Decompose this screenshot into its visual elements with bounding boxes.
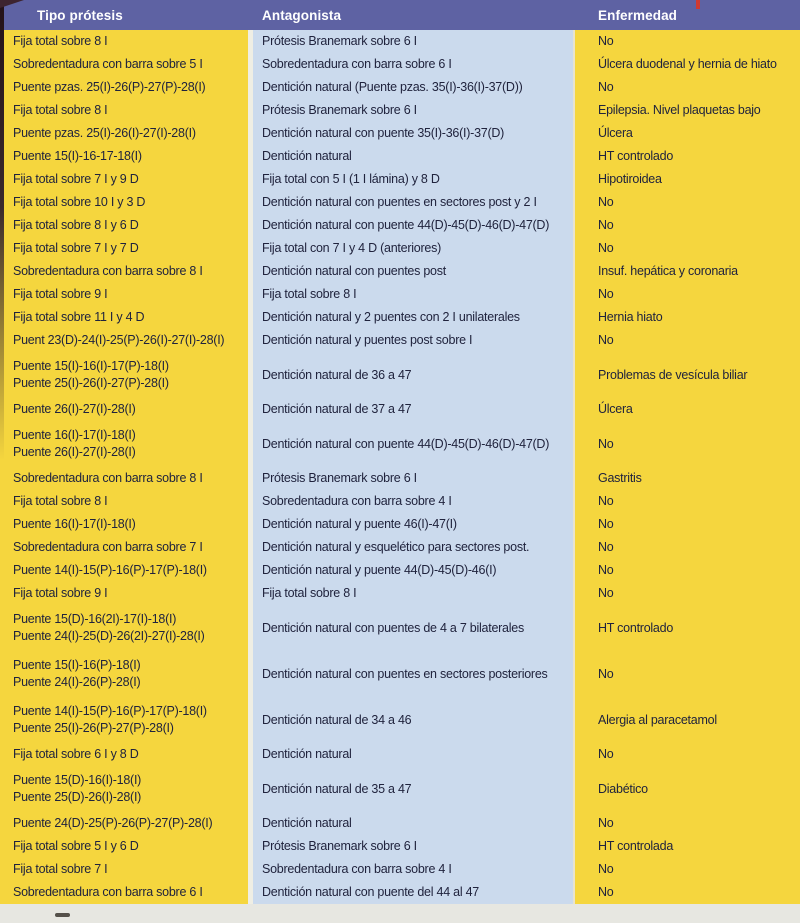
enfermedad-cell: HT controlado xyxy=(575,605,800,651)
header-cell-antagonista: Antagonista xyxy=(262,7,342,23)
table-row xyxy=(0,191,800,214)
antagonista-cell: Dentición natural y esquelético para sectores post. xyxy=(253,536,573,559)
table-row xyxy=(0,536,800,559)
antagonista-cell: Fija total con 7 I y 4 D (anteriores) xyxy=(253,237,573,260)
protesis-cell: Sobredentadura con barra sobre 5 I xyxy=(0,53,248,76)
table-row xyxy=(0,214,800,237)
enfermedad-cell: No xyxy=(575,237,800,260)
enfermedad-cell: No xyxy=(575,536,800,559)
antagonista-cell: Prótesis Branemark sobre 6 I xyxy=(253,99,573,122)
table-row xyxy=(0,260,800,283)
header-cell-tipo-protesis: Tipo prótesis xyxy=(37,7,123,23)
antagonista-cell: Dentición natural con puente 35(I)-36(I)-37(D) xyxy=(253,122,573,145)
antagonista-cell: Dentición natural con puente 44(D)-45(D)-46(D)-47(D) xyxy=(253,214,573,237)
enfermedad-cell: No xyxy=(575,214,800,237)
protesis-cell: Fija total sobre 6 I y 8 D xyxy=(0,743,248,766)
table-row xyxy=(0,329,800,352)
enfermedad-cell: Gastritis xyxy=(575,467,800,490)
protesis-cell: Puente 15(I)-16-17-18(I) xyxy=(0,145,248,168)
protesis-cell: Puent 23(D)-24(I)-25(P)-26(I)-27(I)-28(I) xyxy=(0,329,248,352)
antagonista-cell: Dentición natural con puentes post xyxy=(253,260,573,283)
protesis-cell: Sobredentadura con barra sobre 8 I xyxy=(0,260,248,283)
enfermedad-cell: Alergia al paracetamol xyxy=(575,697,800,743)
protesis-cell: Puente pzas. 25(I)-26(I)-27(I)-28(I) xyxy=(0,122,248,145)
protesis-cell: Puente 15(D)-16(2I)-17(I)-18(I) Puente 24(I)-25(D)-26(2I)-27(I)-28(I) xyxy=(0,605,248,651)
table-row xyxy=(0,53,800,76)
scan-red-mark xyxy=(696,0,700,9)
enfermedad-cell: Insuf. hepática y coronaria xyxy=(575,260,800,283)
protesis-cell: Fija total sobre 5 I y 6 D xyxy=(0,835,248,858)
enfermedad-cell: HT controlado xyxy=(575,145,800,168)
table-row xyxy=(0,766,800,812)
protesis-cell: Fija total sobre 7 I y 9 D xyxy=(0,168,248,191)
table-row xyxy=(0,398,800,421)
enfermedad-cell: No xyxy=(575,743,800,766)
enfermedad-cell: Hernia hiato xyxy=(575,306,800,329)
table-body xyxy=(0,30,800,904)
antagonista-cell: Dentición natural con puentes en sectores post y 2 I xyxy=(253,191,573,214)
table-row xyxy=(0,651,800,697)
enfermedad-cell: Diabético xyxy=(575,766,800,812)
table-row xyxy=(0,421,800,467)
antagonista-cell: Prótesis Branemark sobre 6 I xyxy=(253,467,573,490)
antagonista-cell: Dentición natural de 34 a 46 xyxy=(253,697,573,743)
antagonista-cell: Dentición natural xyxy=(253,812,573,835)
protesis-cell: Fija total sobre 9 I xyxy=(0,283,248,306)
table-row xyxy=(0,835,800,858)
table-row xyxy=(0,168,800,191)
antagonista-cell: Fija total sobre 8 I xyxy=(253,582,573,605)
protesis-cell: Puente 15(I)-16(P)-18(I) Puente 24(I)-26(P)-28(I) xyxy=(0,651,248,697)
table-row xyxy=(0,582,800,605)
table-row xyxy=(0,513,800,536)
protesis-cell: Sobredentadura con barra sobre 7 I xyxy=(0,536,248,559)
antagonista-cell: Fija total con 5 I (1 I lámina) y 8 D xyxy=(253,168,573,191)
enfermedad-cell: No xyxy=(575,559,800,582)
table-row xyxy=(0,490,800,513)
protesis-cell: Fija total sobre 11 I y 4 D xyxy=(0,306,248,329)
protesis-cell: Puente pzas. 25(I)-26(P)-27(P)-28(I) xyxy=(0,76,248,99)
antagonista-cell: Dentición natural xyxy=(253,743,573,766)
table-row xyxy=(0,743,800,766)
antagonista-cell: Sobredentadura con barra sobre 4 I xyxy=(253,858,573,881)
enfermedad-cell: No xyxy=(575,30,800,53)
header-cell-enfermedad: Enfermedad xyxy=(598,7,678,23)
antagonista-cell: Dentición natural con puente del 44 al 47 xyxy=(253,881,573,904)
table-row xyxy=(0,283,800,306)
protesis-cell: Puente 14(I)-15(P)-16(P)-17(P)-18(I) Puente 25(I)-26(P)-27(P)-28(I) xyxy=(0,697,248,743)
enfermedad-cell: No xyxy=(575,490,800,513)
protesis-cell: Puente 26(I)-27(I)-28(I) xyxy=(0,398,248,421)
protesis-cell: Puente 16(I)-17(I)-18(I) xyxy=(0,513,248,536)
antagonista-cell: Dentición natural xyxy=(253,145,573,168)
protesis-cell: Fija total sobre 7 I y 7 D xyxy=(0,237,248,260)
protesis-cell: Fija total sobre 8 I xyxy=(0,490,248,513)
antagonista-cell: Fija total sobre 8 I xyxy=(253,283,573,306)
antagonista-cell: Dentición natural y puente 46(I)-47(I) xyxy=(253,513,573,536)
antagonista-cell: Dentición natural de 37 a 47 xyxy=(253,398,573,421)
enfermedad-cell: No xyxy=(575,858,800,881)
protesis-cell: Fija total sobre 9 I xyxy=(0,582,248,605)
table-row xyxy=(0,858,800,881)
enfermedad-cell: No xyxy=(575,651,800,697)
protesis-cell: Fija total sobre 8 I y 6 D xyxy=(0,214,248,237)
enfermedad-cell: No xyxy=(575,812,800,835)
protesis-cell: Fija total sobre 10 I y 3 D xyxy=(0,191,248,214)
protesis-cell: Puente 14(I)-15(P)-16(P)-17(P)-18(I) xyxy=(0,559,248,582)
antagonista-cell: Dentición natural con puentes en sectores posteriores xyxy=(253,651,573,697)
antagonista-cell: Sobredentadura con barra sobre 4 I xyxy=(253,490,573,513)
enfermedad-cell: No xyxy=(575,582,800,605)
table-row xyxy=(0,605,800,651)
table-header xyxy=(0,0,800,30)
protesis-cell: Puente 15(I)-16(I)-17(P)-18(I) Puente 25(I)-26(I)-27(P)-28(I) xyxy=(0,352,248,398)
antagonista-cell: Prótesis Branemark sobre 6 I xyxy=(253,835,573,858)
antagonista-cell: Dentición natural con puente 44(D)-45(D)-46(D)-47(D) xyxy=(253,421,573,467)
table-row xyxy=(0,467,800,490)
enfermedad-cell: Epilepsia. Nivel plaquetas bajo xyxy=(575,99,800,122)
antagonista-cell: Dentición natural de 36 a 47 xyxy=(253,352,573,398)
enfermedad-cell: No xyxy=(575,283,800,306)
table-row xyxy=(0,30,800,53)
antagonista-cell: Sobredentadura con barra sobre 6 I xyxy=(253,53,573,76)
table-row xyxy=(0,237,800,260)
antagonista-cell: Dentición natural y puente 44(D)-45(D)-46(I) xyxy=(253,559,573,582)
enfermedad-cell: No xyxy=(575,513,800,536)
antagonista-cell: Dentición natural (Puente pzas. 35(I)-36(I)-37(D)) xyxy=(253,76,573,99)
table-row xyxy=(0,145,800,168)
protesis-cell: Sobredentadura con barra sobre 6 I xyxy=(0,881,248,904)
antagonista-cell: Dentición natural con puentes de 4 a 7 bilaterales xyxy=(253,605,573,651)
protesis-cell: Fija total sobre 7 I xyxy=(0,858,248,881)
table-row xyxy=(0,881,800,904)
enfermedad-cell: Problemas de vesícula biliar xyxy=(575,352,800,398)
table-row xyxy=(0,352,800,398)
enfermedad-cell: No xyxy=(575,191,800,214)
enfermedad-cell: Úlcera xyxy=(575,398,800,421)
protesis-cell: Puente 24(D)-25(P)-26(P)-27(P)-28(I) xyxy=(0,812,248,835)
protesis-cell: Sobredentadura con barra sobre 8 I xyxy=(0,467,248,490)
table-row xyxy=(0,812,800,835)
protesis-cell: Puente 16(I)-17(I)-18(I) Puente 26(I)-27(I)-28(I) xyxy=(0,421,248,467)
enfermedad-cell: Úlcera duodenal y hernia de hiato xyxy=(575,53,800,76)
scan-smudge-mark xyxy=(55,913,70,917)
scan-left-edge-shadow xyxy=(0,0,4,460)
table-row xyxy=(0,122,800,145)
antagonista-cell: Prótesis Branemark sobre 6 I xyxy=(253,30,573,53)
table-row xyxy=(0,559,800,582)
table-row xyxy=(0,99,800,122)
antagonista-cell: Dentición natural de 35 a 47 xyxy=(253,766,573,812)
antagonista-cell: Dentición natural y puentes post sobre I xyxy=(253,329,573,352)
enfermedad-cell: Úlcera xyxy=(575,122,800,145)
table-row xyxy=(0,306,800,329)
protesis-cell: Fija total sobre 8 I xyxy=(0,99,248,122)
scan-bottom-edge xyxy=(0,904,800,923)
table-row xyxy=(0,697,800,743)
enfermedad-cell: No xyxy=(575,76,800,99)
enfermedad-cell: Hipotiroidea xyxy=(575,168,800,191)
protesis-cell: Fija total sobre 8 I xyxy=(0,30,248,53)
enfermedad-cell: No xyxy=(575,329,800,352)
enfermedad-cell: No xyxy=(575,421,800,467)
enfermedad-cell: HT controlada xyxy=(575,835,800,858)
antagonista-cell: Dentición natural y 2 puentes con 2 I unilaterales xyxy=(253,306,573,329)
enfermedad-cell: No xyxy=(575,881,800,904)
table-row xyxy=(0,76,800,99)
protesis-cell: Puente 15(D)-16(I)-18(I) Puente 25(D)-26(I)-28(I) xyxy=(0,766,248,812)
